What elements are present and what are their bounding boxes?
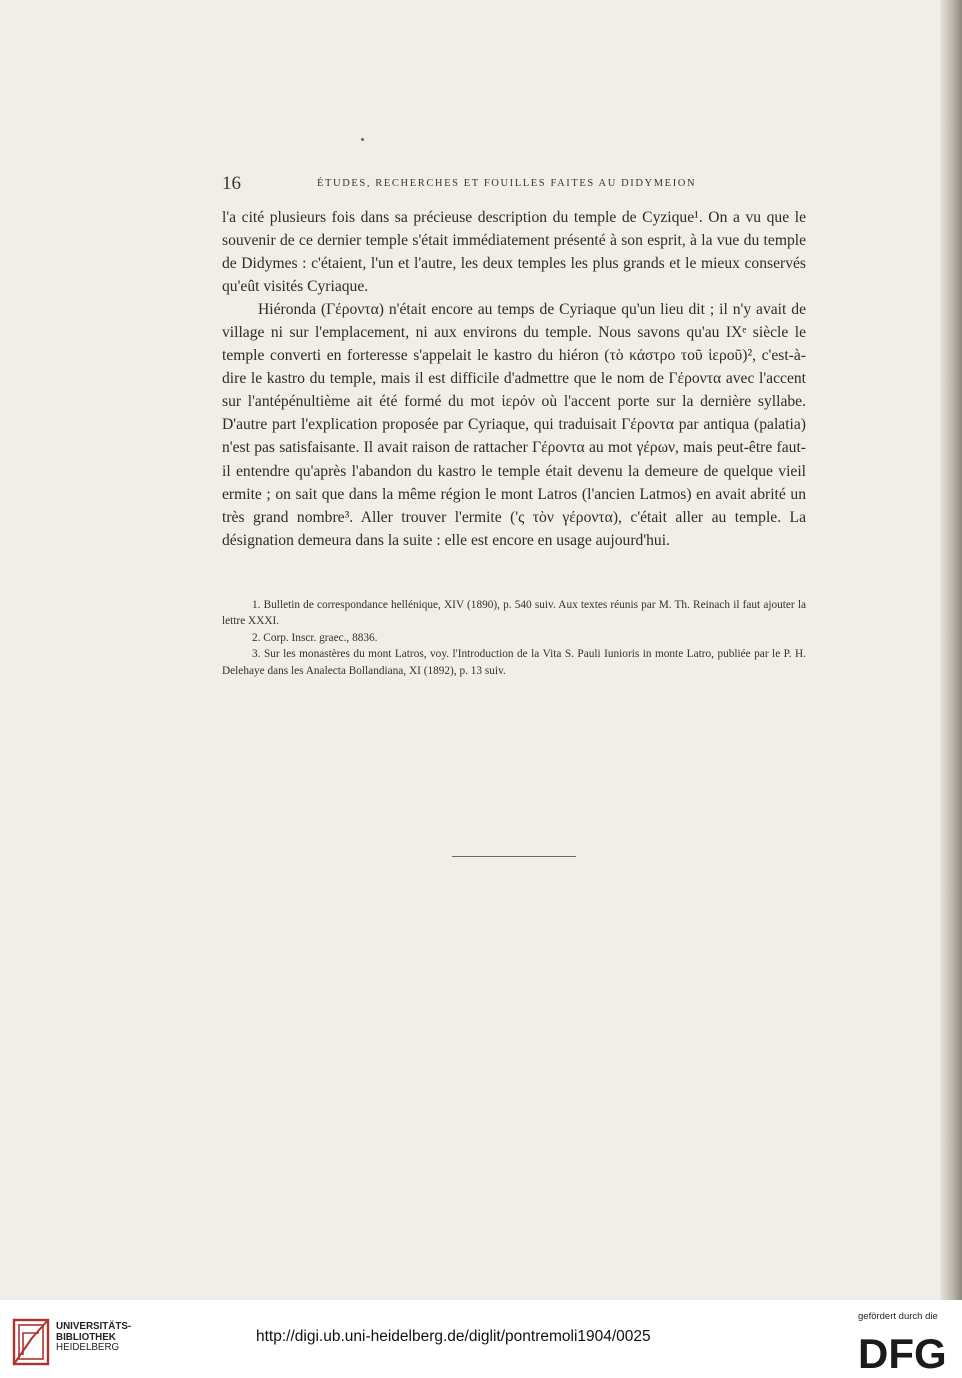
library-name-line-3: HEIDELBERG: [56, 1342, 120, 1353]
divider-rule: [452, 856, 576, 857]
book-spine-shadow: [940, 0, 962, 1300]
library-name: [56, 1322, 131, 1354]
dfg-logo-icon: [858, 1330, 950, 1372]
library-name-line-1: UNIVERSITÄTS-: [56, 1321, 132, 1332]
footnote-3: 3. Sur les monastères du mont Latros, voy. l'Introduction de la Vita S. Pauli Iunioris in monte Latro, publiée par le P. H. Delehaye dans les Analecta Bollandiana, XI (1892), p. 13 suiv.: [222, 648, 806, 677]
footer: [0, 1300, 962, 1378]
ink-dot: [361, 138, 364, 141]
body-text: [222, 206, 806, 552]
dfg-logo-text: DFG: [858, 1330, 947, 1372]
footnote-1: 1. Bulletin de correspondance hellénique, XIV (1890), p. 540 suiv. Aux textes réunis par M. Th. Reinach il faut ajouter la lettre XXXI.: [222, 599, 806, 628]
running-head: [222, 173, 806, 195]
library-name-line-2: BIBLIOTHEK: [56, 1331, 116, 1343]
footnotes: [222, 597, 806, 679]
paragraph-2: Hiéronda (Γέροντα) n'était encore au temps de Cyriaque qu'un lieu dit ; il n'y avait de village ni sur l'emplacement, ni aux environs du temple. Nous savons qu'au IXᵉ siècle le temple converti en forteresse s'appelait le kastro du hiéron (τὸ κάστρο τοῦ ἱεροῦ)², c'est-à-dire le kastro du temple, mais il est difficile d'admettre que le nom de Γέροντα avec l'accent sur l'antépénultième ait été formé du mot ἱερόν où l'accent porte sur la dernière syllabe. D'autre part l'explication proposée par Cyriaque, qui traduisait Γέροντα par antiqua (palatia) n'est pas satisfaisante. Il avait raison de rattacher Γέροντα au mot γέρων, mais peut-être faut-il entendre qu'après l'abandon du kastro le temple était devenu la demeure de quelque vieil ermite ; on sait que dans la même région le mont Latros (l'ancien Latmos) en avait abrité un très grand nombre³. Aller trouver l'ermite ('ς τὸν γέροντα), c'était aller au temple. La désignation demeura dans la suite : elle est encore en usage aujourd'hui.: [222, 301, 806, 549]
running-head-title: ÉTUDES, RECHERCHES ET FOUILLES FAITES AU DIDYMEION: [317, 178, 697, 189]
paragraph-1: l'a cité plusieurs fois dans sa précieuse description du temple de Cyzique¹. On a vu que le souvenir de ce dernier temple s'était immédiatement présenté à son esprit, à la vue du temple de Didymes : c'étaient, l'un et l'autre, les deux temples les plus grands et le mieux conservés qu'eût visités Cyriaque.: [222, 209, 806, 296]
digital-library-link[interactable]: http://digi.ub.uni-heidelberg.de/diglit/pontremoli1904/0025: [256, 1328, 651, 1345]
footnote-2: 2. Corp. Inscr. graec., 8836.: [252, 631, 378, 644]
page-number: 16: [222, 173, 241, 194]
funded-by-label: gefördert durch die: [858, 1311, 938, 1322]
heidelberg-library-logo-icon: [10, 1316, 54, 1368]
